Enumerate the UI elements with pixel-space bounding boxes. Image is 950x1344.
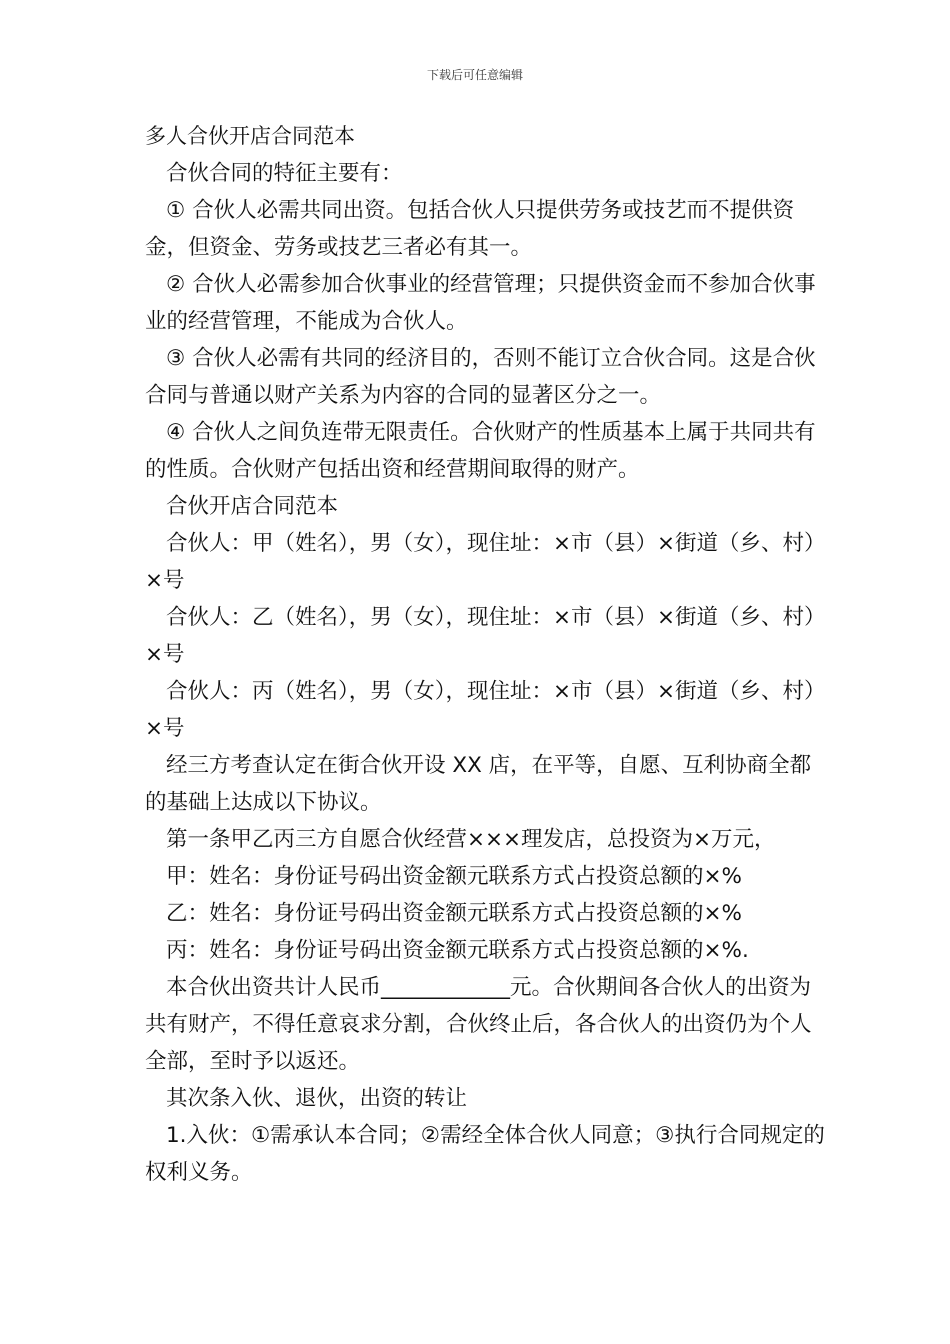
paragraph-partner-b: 合伙人：乙（姓名），男（女），现住址：×市（县）×街道（乡、村）×号	[145, 605, 815, 667]
paragraph-total-investment: 本合伙出资共计人民币____________元。合伙期间各合伙人的出资为共有财产，不得任意哀求分割，合伙终止后，各合伙人的出资仍为个人全部，至时予以返还。	[145, 975, 812, 1074]
paragraph-feature-1: ① 合伙人必需共同出资。包括合伙人只提供劳务或技艺而不提供资金，但资金、劳务或技艺三者必有其一。	[145, 198, 795, 260]
paragraph-article-1: 第一条甲乙丙三方自愿合伙经营×××理发店，总投资为×万元，	[166, 827, 776, 852]
paragraph-feature-2: ② 合伙人必需参加合伙事业的经营管理；只提供资金而不参加合伙事业的经营管理，不能成为合伙人。	[145, 272, 816, 334]
document-body	[145, 118, 825, 1191]
paragraph-agreement-basis: 经三方考查认定在街合伙开设 XX 店，在平等，自愿、互利协商全都的基础上达成以下协议。	[145, 753, 812, 815]
paragraph-partner-c: 合伙人：丙（姓名），男（女），现住址：×市（县）×街道（乡、村）×号	[145, 679, 815, 741]
paragraph-feature-4: ④ 合伙人之间负连带无限责任。合伙财产的性质基本上属于共同共有的性质。合伙财产包括出资和经营期间取得的财产。	[145, 420, 816, 482]
paragraph-admission: 1.入伙：①需承认本合同；②需经全体合伙人同意；③执行合同规定的权利义务。	[145, 1123, 825, 1185]
paragraph-feature-3: ③ 合伙人必需有共同的经济目的，否则不能订立合伙合同。这是合伙合同与普通以财产关系为内容的合同的显著区分之一。	[145, 346, 816, 408]
paragraph-features-intro: 合伙合同的特征主要有：	[166, 161, 403, 186]
document-title: 多人合伙开店合同范本	[145, 124, 355, 148]
paragraph-article-2: 其次条入伙、退伙，出资的转让	[166, 1086, 468, 1111]
paragraph-investor-a: 甲：姓名：身份证号码出资金额元联系方式占投资总额的×%	[166, 864, 742, 889]
section-title: 合伙开店合同范本	[166, 494, 339, 519]
page-header: 下载后可任意编辑	[426, 68, 523, 82]
paragraph-partner-a: 合伙人：甲（姓名），男（女），现住址：×市（县）×街道（乡、村）×号	[145, 531, 815, 593]
paragraph-investor-b: 乙：姓名：身份证号码出资金额元联系方式占投资总额的×%	[166, 901, 742, 926]
paragraph-investor-c: 丙：姓名：身份证号码出资金额元联系方式占投资总额的×%.	[166, 938, 749, 963]
